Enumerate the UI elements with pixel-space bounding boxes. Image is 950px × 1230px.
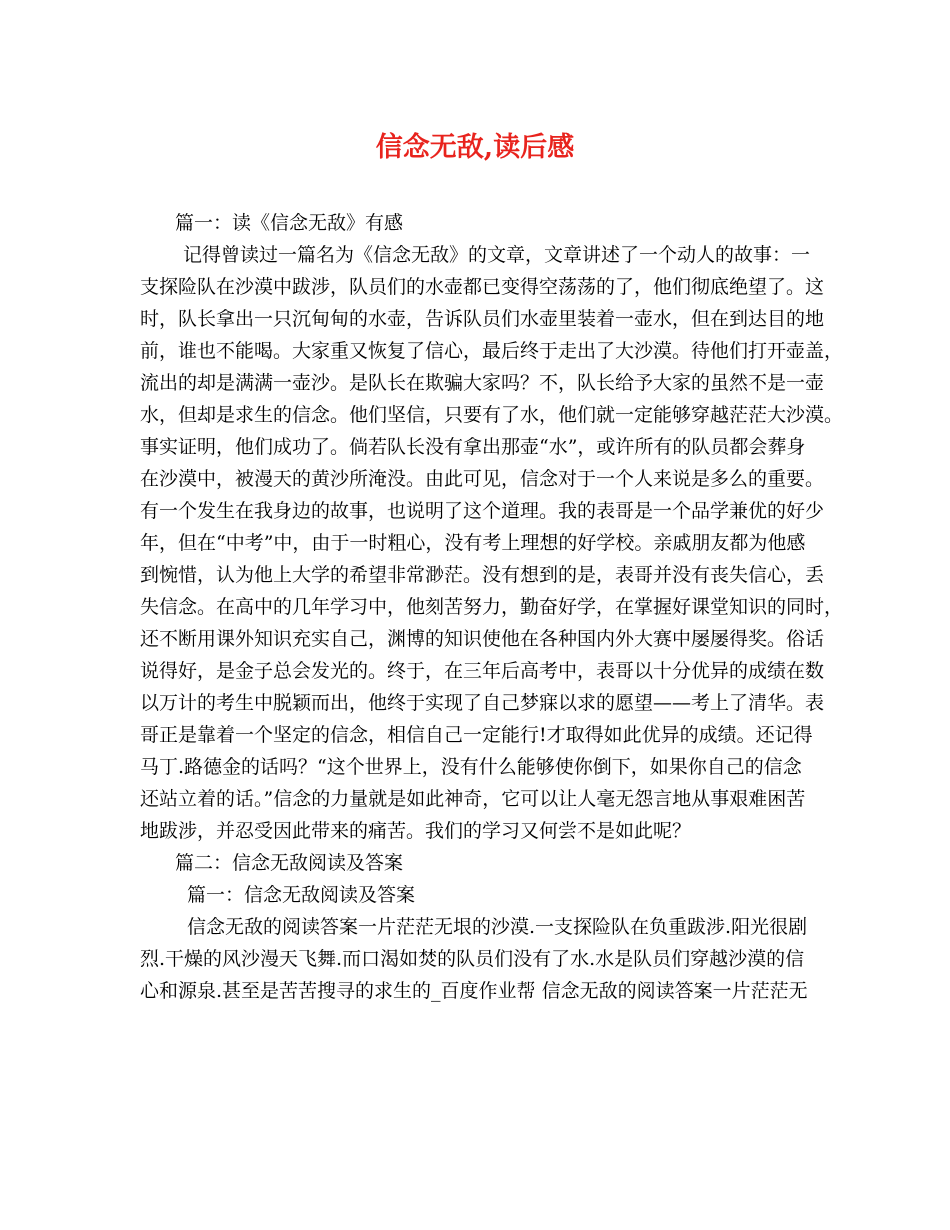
paragraph-line: 失信念。在高中的几年学习中，他刻苦努力，勤奋好学，在掌握好课堂知识的同时，: [140, 596, 844, 618]
section-heading-3: 篇一：信念无敌阅读及答案: [187, 884, 416, 906]
section-heading-1: 篇一：读《信念无敌》有感: [175, 212, 404, 234]
paragraph-line: 烈.干燥的风沙漫天飞舞.而口渴如焚的队员们没有了水.水是队员们穿越沙漠的信: [140, 948, 805, 970]
paragraph-line: 说得好，是金子总会发光的。终于，在三年后高考中，表哥以十分优异的成绩在数: [140, 660, 825, 682]
paragraph-line: 到惋惜，认为他上大学的希望非常渺茫。没有想到的是，表哥并没有丧失信心，丢: [140, 564, 825, 586]
paragraph-line: 有一个发生在我身边的故事，也说明了这个道理。我的表哥是一个品学兼优的好少: [140, 500, 825, 522]
paragraph-line: 时，队长拿出一只沉甸甸的水壶，告诉队员们水壶里装着一壶水，但在到达目的地: [140, 308, 825, 330]
paragraph-line: 事实证明，他们成功了。倘若队长没有拿出那壶“水”，或许所有的队员都会葬身: [140, 436, 806, 458]
document-title: 信念无敌,读后感: [375, 132, 575, 163]
paragraph-line: 记得曾读过一篇名为《信念无敌》的文章，文章讲述了一个动人的故事：一: [183, 244, 811, 266]
paragraph-line: 水，但却是求生的信念。他们坚信，只要有了水，他们就一定能够穿越茫茫大沙漠。: [140, 404, 844, 426]
paragraph-line: 地跋涉，并忍受因此带来的痛苦。我们的学习又何尝不是如此呢？: [140, 820, 692, 842]
paragraph-line: 流出的却是满满一壶沙。是队长在欺骗大家吗？不，队长给予大家的虽然不是一壶: [140, 372, 825, 394]
paragraph-line: 前，谁也不能喝。大家重又恢复了信心，最后终于走出了大沙漠。待他们打开壶盖，: [140, 340, 844, 362]
paragraph-line: 支探险队在沙漠中跋涉，队员们的水壶都已变得空荡荡的了，他们彻底绝望了。这: [140, 276, 825, 298]
paragraph-line: 以万计的考生中脱颖而出，他终于实现了自己梦寐以求的愿望——考上了清华。表: [140, 692, 825, 714]
paragraph-line: 马丁.路德金的话吗？“这个世界上，没有什么能够使你倒下，如果你自己的信念: [140, 756, 802, 778]
paragraph-line: 心和源泉.甚至是苦苦搜寻的求生的_百度作业帮 信念无敌的阅读答案一片茫茫无: [140, 980, 808, 1002]
paragraph-line: 还不断用课外知识充实自己，渊博的知识使他在各种国内外大赛中屡屡得奖。俗话: [140, 628, 825, 650]
paragraph-line: 还站立着的话。”信念的力量就是如此神奇，它可以让人毫无怨言地从事艰难困苦: [140, 788, 806, 810]
section-heading-2: 篇二：信念无敌阅读及答案: [175, 852, 404, 874]
paragraph-line: 在沙漠中，被漫天的黄沙所淹没。由此可见，信念对于一个人来说是多么的重要。: [140, 468, 825, 490]
paragraph-line: 信念无敌的阅读答案一片茫茫无垠的沙漠.一支探险队在负重跋涉.阳光很剧: [187, 916, 808, 938]
paragraph-line: 哥正是靠着一个坚定的信念，相信自己一定能行!才取得如此优异的成绩。还记得: [140, 724, 813, 746]
paragraph-line: 年，但在“中考”中，由于一时粗心，没有考上理想的好学校。亲戚朋友都为他感: [140, 532, 806, 554]
